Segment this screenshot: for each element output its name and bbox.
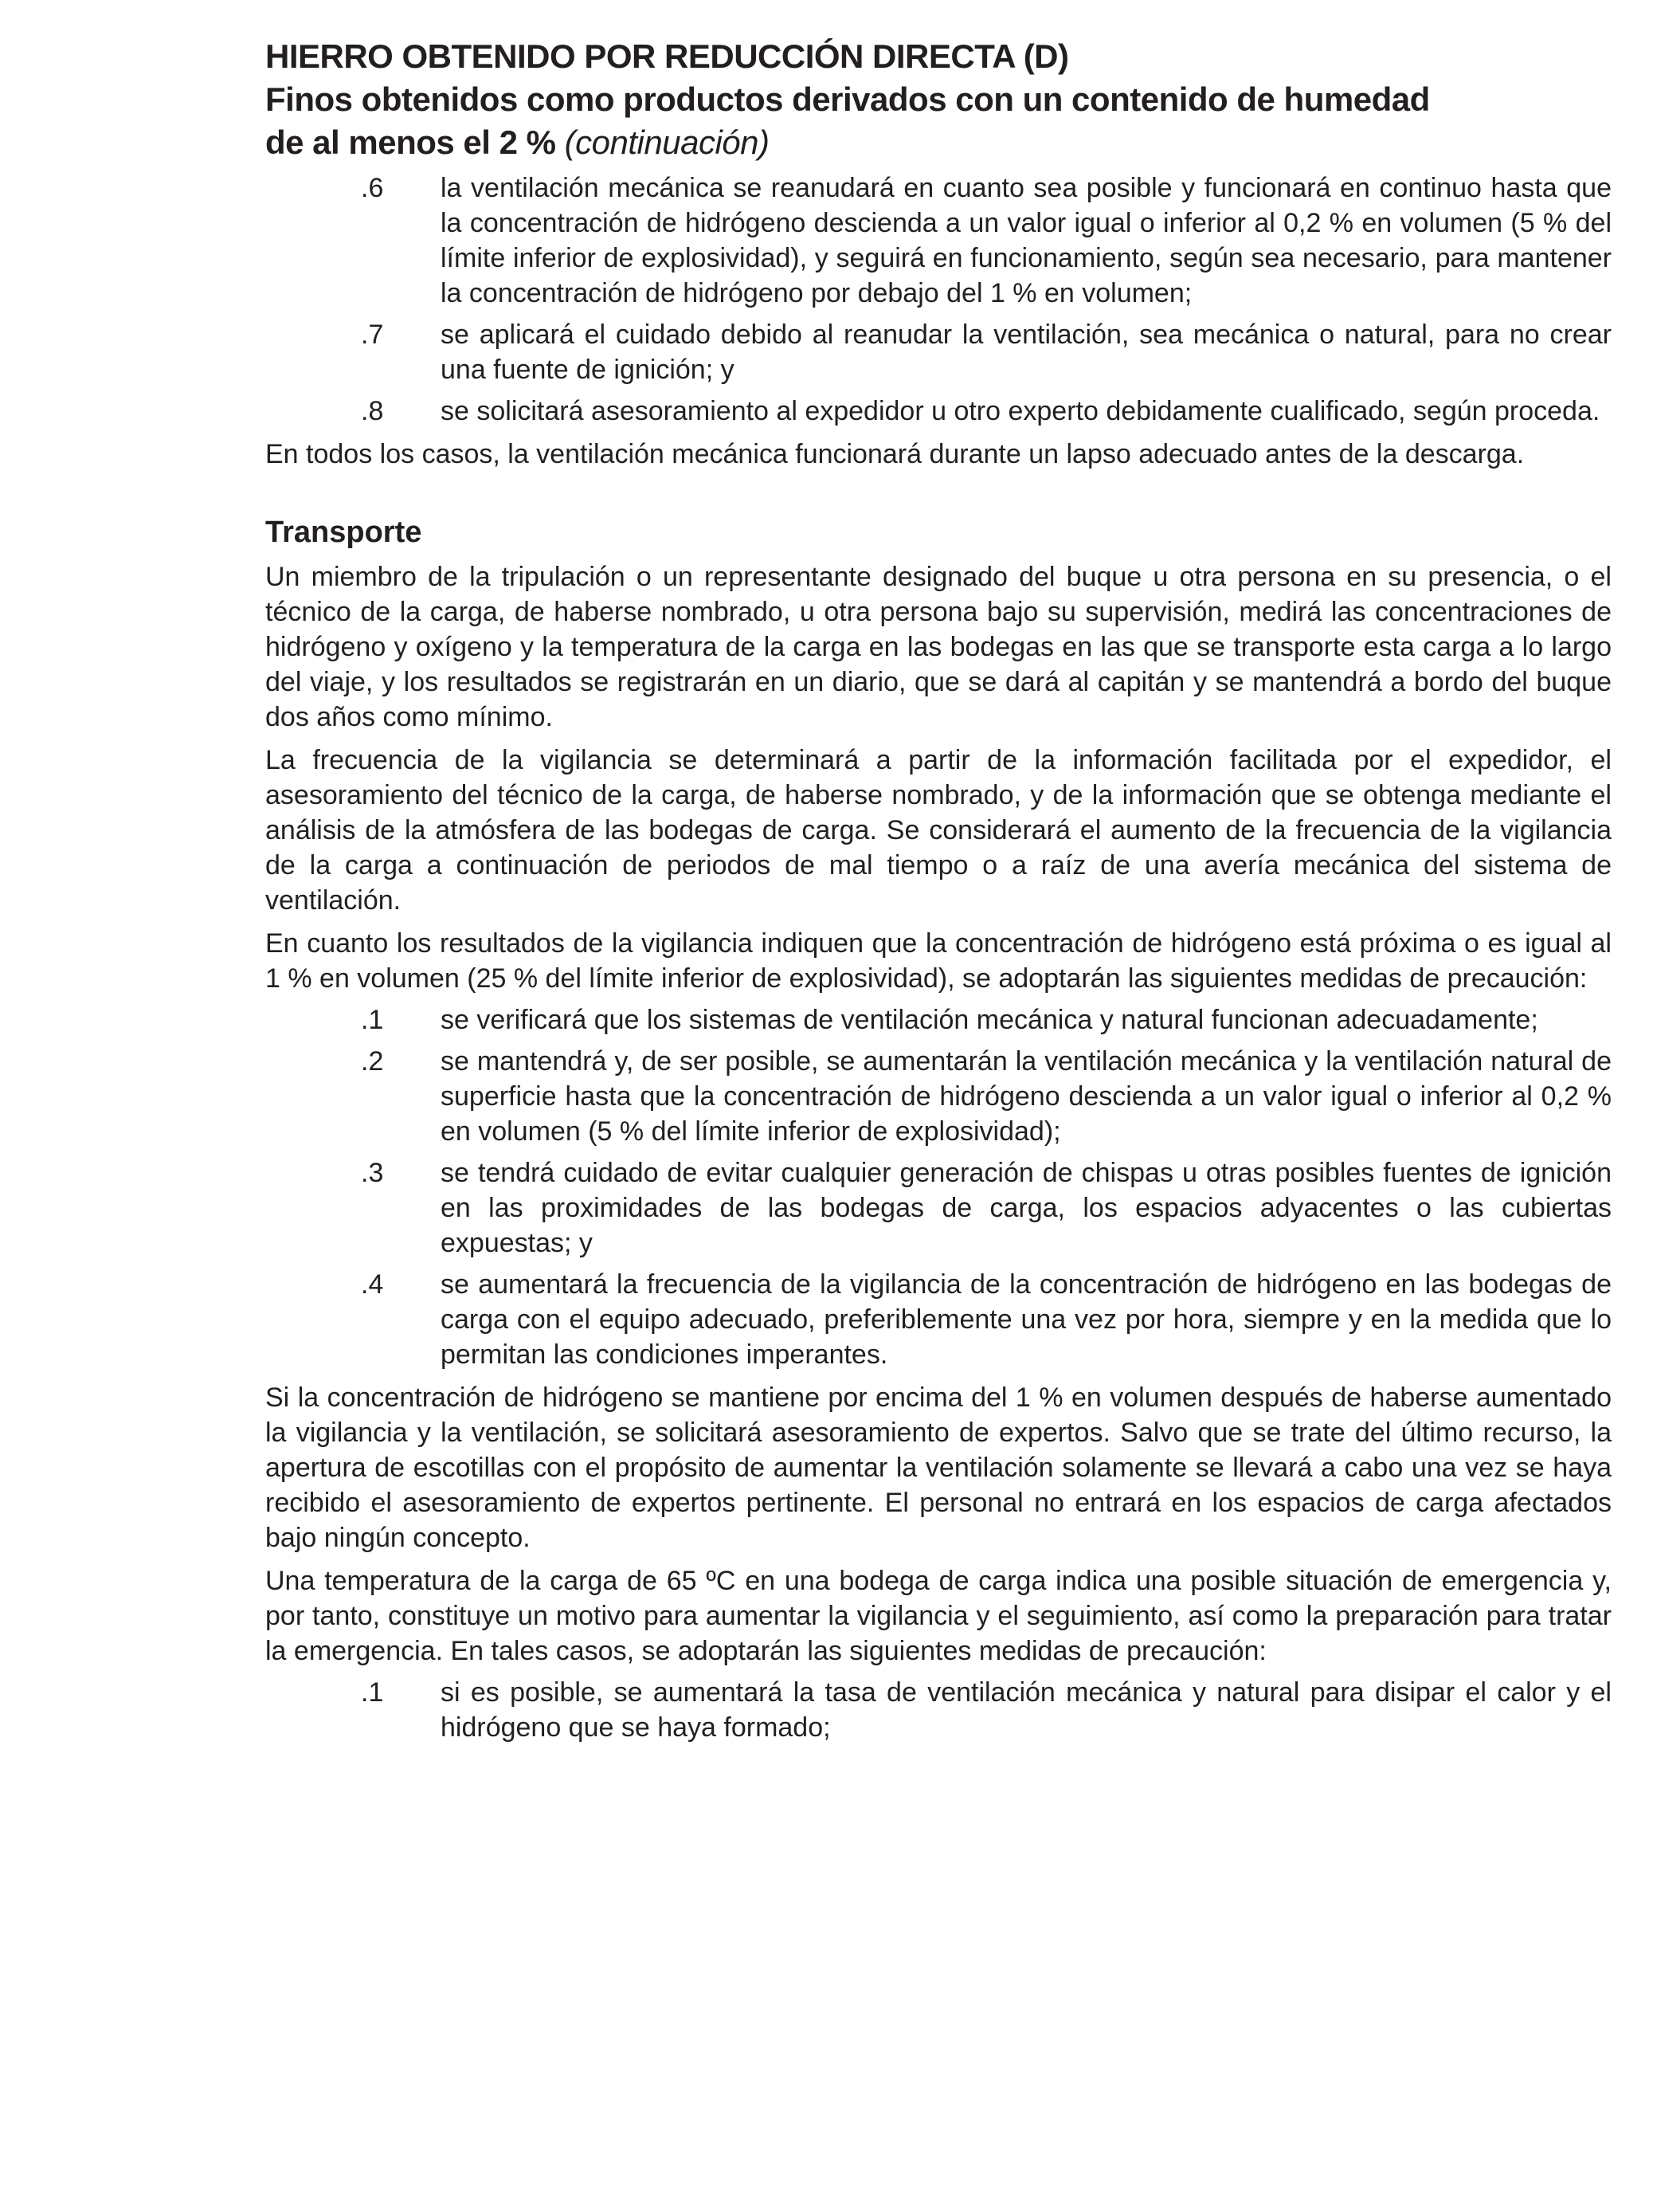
- continuation-label: (continuación): [564, 124, 770, 161]
- item-text: se verificará que los sistemas de ventilación mecánica y natural funcionan adecuadamente;: [441, 1005, 1538, 1035]
- item-text: se solicitará asesoramiento al expedidor u otro experto debidamente cualificado, según proceda.: [441, 396, 1600, 426]
- item-number: .4: [361, 1269, 384, 1300]
- document-body: [265, 171, 1612, 1745]
- section-heading: Transporte: [265, 516, 422, 549]
- item-text: se aplicará el cuidado debido al reanudar la ventilación, sea mecánica o natural, para no crear una fuente de ignición; y: [441, 320, 1612, 385]
- paragraph: En cuanto los resultados de la vigilancia indiquen que la concentración de hidrógeno está próxima o es igual al 1 % en volumen (25 % del límite inferior de explosividad), se adoptarán las siguientes medidas de precaución:: [265, 928, 1612, 994]
- page-title: HIERRO OBTENIDO POR REDUCCIÓN DIRECTA (D): [265, 37, 1069, 75]
- paragraph: Si la concentración de hidrógeno se mantiene por encima del 1 % en volumen después de haberse aumentado la vigilancia y la ventilación, se solicitará asesoramiento de expertos. Salvo que se trate del último recurso, la apertura de escotillas con el propósito de aumentar la ventilación solamente se llevará a cabo una vez se haya recibido el asesoramiento de expertos pertinente. El personal no entrará en los espacios de carga afectados bajo ningún concepto.: [265, 1382, 1612, 1553]
- item-number: .2: [361, 1046, 384, 1077]
- subtitle-line-2: [265, 121, 1612, 164]
- item-number: .1: [361, 1005, 384, 1035]
- item-text: se mantendrá y, de ser posible, se aumentarán la ventilación mecánica y la ventilación natural de superficie hasta que la concentración de hidrógeno descienda a un valor igual o inferior al 0,2 % en volumen (5 % del límite inferior de explosividad);: [441, 1046, 1612, 1147]
- item-number: .1: [361, 1677, 384, 1708]
- page-subtitle: [265, 78, 1612, 164]
- item-number: .7: [361, 320, 384, 350]
- list-item: [361, 1155, 1612, 1261]
- document-page: [265, 35, 1612, 1745]
- paragraph: Un miembro de la tripulación o un representante designado del buque u otra persona en su presencia, o el técnico de la carga, de haberse nombrado, u otra persona bajo su supervisión, medirá las concentraciones de hidrógeno y oxígeno y la temperatura de la carga en las bodegas en las que se transporte esta carga a lo largo del viaje, y los resultados se registrarán en un diario, que se dará al capitán y se mantendrá a bordo del buque dos años como mínimo.: [265, 562, 1612, 732]
- subtitle-line-1: Finos obtenidos como productos derivados con un contenido de humedad: [265, 80, 1430, 118]
- paragraph: Una temperatura de la carga de 65 ºC en una bodega de carga indica una posible situación de emergencia y, por tanto, constituye un motivo para aumentar la vigilancia y el seguimiento, así como la preparación para tratar la emergencia. En tales casos, se adoptarán las siguientes medidas de precaución:: [265, 1566, 1612, 1666]
- item-number: .3: [361, 1158, 384, 1188]
- list-item: [361, 394, 1612, 429]
- item-number: .6: [361, 173, 384, 203]
- list-item: [361, 1675, 1612, 1745]
- list-item: [361, 171, 1612, 311]
- item-text: la ventilación mecánica se reanudará en cuanto sea posible y funcionará en continuo hasta que la concentración de hidrógeno descienda a un valor igual o inferior al 0,2 % en volumen (5 % del límite inferior de explosividad), y seguirá en funcionamiento, según sea necesario, para mantener la concentración de hidrógeno por debajo del 1 % en volumen;: [441, 173, 1612, 308]
- paragraph: En todos los casos, la ventilación mecánica funcionará durante un lapso adecuado antes de la descarga.: [265, 439, 1525, 469]
- list-item: [361, 1044, 1612, 1149]
- paragraph: La frecuencia de la vigilancia se determinará a partir de la información facilitada por el expedidor, el asesoramiento del técnico de la carga, de haberse nombrado, y de la información que se obtenga mediante el análisis de la atmósfera de las bodegas de carga. Se considerará el aumento de la frecuencia de la vigilancia de la carga a continuación de periodos de mal tiempo o a raíz de una avería mecánica del sistema de ventilación.: [265, 745, 1612, 916]
- list-item: [361, 317, 1612, 387]
- subtitle-text: de al menos el 2 %: [265, 124, 556, 161]
- item-text: se tendrá cuidado de evitar cualquier generación de chispas u otras posibles fuentes de ignición en las proximidades de las bodegas de carga, los espacios adyacentes o las cubiertas expuestas; y: [441, 1158, 1612, 1258]
- item-number: .8: [361, 396, 384, 426]
- item-text: si es posible, se aumentará la tasa de ventilación mecánica y natural para disipar el calor y el hidrógeno que se haya formado;: [441, 1677, 1612, 1743]
- item-text: se aumentará la frecuencia de la vigilancia de la concentración de hidrógeno en las bodegas de carga con el equipo adecuado, preferiblemente una vez por hora, siempre y en la medida que lo permitan las condiciones imperantes.: [441, 1269, 1612, 1370]
- list-item: [361, 1267, 1612, 1372]
- list-item: [361, 1002, 1612, 1037]
